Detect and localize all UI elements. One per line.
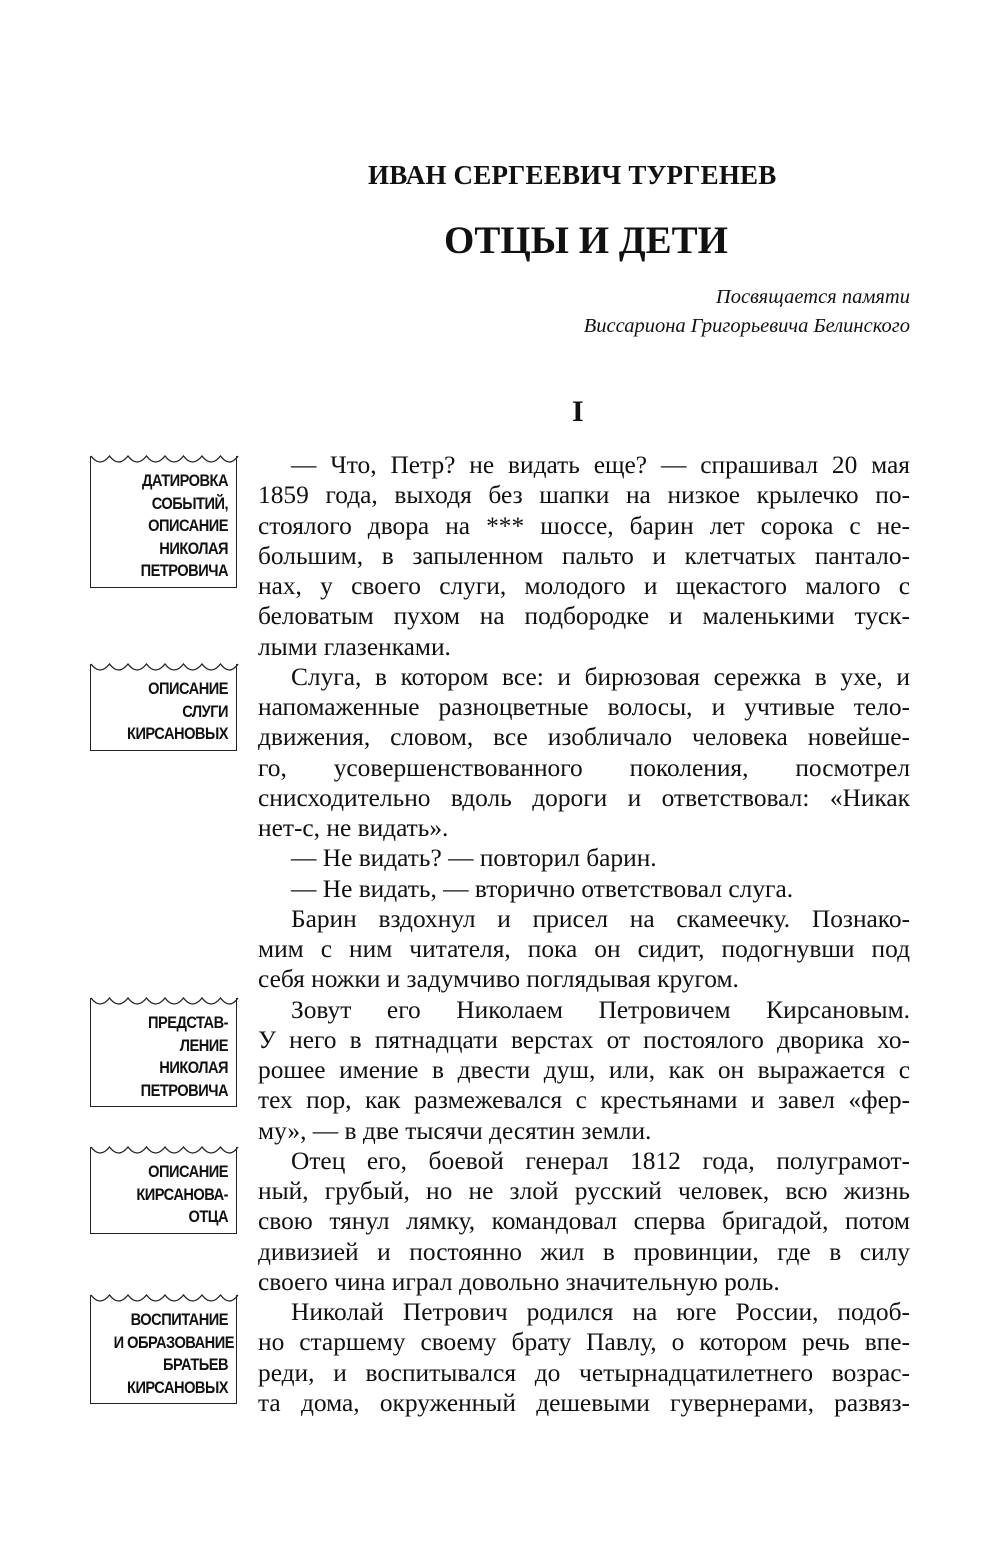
book-title: ОТЦЫ И ДЕТИ bbox=[444, 219, 729, 262]
chapter-text bbox=[258, 450, 910, 1418]
text-line: дивизией и постоянно жил в провинции, где в силу bbox=[258, 1237, 910, 1266]
text-line: движения, словом, все изобличало человека новейше- bbox=[258, 723, 910, 752]
scalloped-edge-icon bbox=[90, 1293, 239, 1307]
text-line: — Что, Петр? не видать еще? — спрашивал 20 мая bbox=[291, 451, 910, 479]
paragraph bbox=[258, 874, 910, 904]
text-line: мим с ним читателя, пока он сидит, подогнувши под bbox=[258, 935, 910, 963]
note-line: БРАТЬЕВ bbox=[163, 1355, 228, 1374]
paragraph bbox=[258, 1297, 910, 1418]
text-line: большим, в запыленном пальто и клетчатых панталo- bbox=[258, 541, 910, 570]
note-line: СЛУГИ bbox=[182, 701, 228, 721]
text-line: рошее имение в двести душ, или, как он выражается с bbox=[258, 1056, 910, 1084]
text-line: Барин вздохнул и присел на скамеечку. Познако- bbox=[291, 904, 910, 933]
text-line: себя ножки и задумчиво поглядывая кругом. bbox=[258, 965, 739, 994]
text-line: та дома, окруженный дешевыми гувернерами, развяз- bbox=[258, 1388, 910, 1417]
text-line: тех пор, как размежевался с крестьянами и завел «фер- bbox=[258, 1086, 910, 1115]
text-line: реди, и воспитывался до четырнадцатилетнего возрас- bbox=[258, 1358, 910, 1387]
text-line: Слуга, в котором все: и бирюзовая сережка в ухе, и bbox=[291, 662, 910, 691]
chapter-number: I bbox=[572, 395, 584, 428]
dedication-line: Виссариона Григорьевича Белинского bbox=[583, 315, 910, 337]
note-line: ЛЕНИЕ bbox=[179, 1035, 228, 1055]
text-line: напомаженные разноцветные волосы, и учтивые тело- bbox=[258, 693, 910, 721]
note-line: ОПИСАНИЕ bbox=[148, 516, 228, 535]
paragraph bbox=[258, 1146, 910, 1297]
note-line: ВОСПИТАНИЕ bbox=[130, 1310, 228, 1329]
margin-note-servant bbox=[90, 664, 237, 751]
text-line: стоялого двора на *** шоссе, барин лет сорока с не- bbox=[258, 511, 910, 540]
note-line: СОБЫТИЙ, bbox=[151, 493, 228, 513]
scalloped-edge-icon bbox=[90, 1145, 239, 1159]
note-line: ПЕТРОВИЧА bbox=[140, 561, 228, 580]
text-line: У него в пятнадцати верстах от постоялого дворика хо- bbox=[258, 1025, 910, 1054]
note-line: ДАТИРОВКА bbox=[141, 471, 228, 490]
margin-note-education bbox=[90, 1295, 237, 1404]
text-line: снисходительно вдоль дороги и ответствовал: «Никак bbox=[258, 783, 910, 812]
dedication bbox=[584, 283, 910, 341]
note-line: КИРСАНОВА- bbox=[136, 1184, 228, 1204]
note-line: ПЕТРОВИЧА bbox=[140, 1080, 228, 1100]
text-line: 1859 года, выходя без шапки на низкое крылечко по- bbox=[258, 481, 910, 510]
note-line: ОПИСАНИЕ bbox=[148, 1162, 228, 1181]
paragraph bbox=[258, 904, 910, 995]
text-line: ный, грубый, но не злой русский человек, всю жизнь bbox=[258, 1177, 910, 1205]
text-line: лыми глазенками. bbox=[258, 632, 451, 661]
margin-note-father bbox=[90, 1147, 237, 1234]
text-line: беловатым пухом на подбородке и маленькими туск- bbox=[258, 602, 910, 631]
note-line: КИРСАНОВЫХ bbox=[127, 724, 228, 743]
text-line: своего чина играл довольно значительную роль. bbox=[258, 1267, 780, 1296]
note-line: КИРСАНОВЫХ bbox=[127, 1377, 228, 1397]
author-name: ИВАН СЕРГЕЕВИЧ ТУРГЕНЕВ bbox=[368, 160, 777, 190]
scalloped-edge-icon bbox=[90, 454, 239, 468]
text-line: — Не видать? — повторил барин. bbox=[291, 844, 657, 873]
text-line: нет-с, не видать». bbox=[258, 814, 449, 842]
note-line: ОТЦА bbox=[188, 1207, 228, 1226]
text-line: Зовут его Николаем Петровичем Кирсановым. bbox=[291, 995, 910, 1024]
note-line: НИКОЛАЯ bbox=[159, 1058, 228, 1077]
text-line: го, усовершенствованного поколения, посмотрел bbox=[258, 753, 910, 782]
margin-note-introduction bbox=[90, 998, 237, 1107]
note-line: ОПИСАНИЕ bbox=[148, 679, 228, 698]
text-line: нах, у своего слуги, молодого и щекастого малого с bbox=[258, 572, 910, 600]
text-line: — Не видать, — вторично ответствовал слуга. bbox=[291, 874, 794, 903]
scalloped-edge-icon bbox=[90, 996, 239, 1010]
text-line: Николай Петрович родился на юге России, подоб- bbox=[291, 1298, 910, 1326]
note-line: И ОБРАЗОВАНИЕ bbox=[113, 1332, 234, 1352]
paragraph bbox=[258, 662, 910, 844]
dedication-line: Посвящается памяти bbox=[715, 286, 910, 308]
scalloped-edge-icon bbox=[90, 662, 239, 676]
text-line: му», — в две тысячи десятин земли. bbox=[258, 1116, 652, 1145]
text-line: Отец его, боевой генерал 1812 года, полуграмот- bbox=[291, 1146, 910, 1175]
margin-note-dating bbox=[90, 456, 237, 588]
text-line: свою тянул лямку, командовал сперва бригадой, потом bbox=[258, 1207, 910, 1236]
text-line: но старшему своему брату Павлу, о котором речь впе- bbox=[258, 1328, 910, 1357]
note-line: ПРЕДСТАВ- bbox=[148, 1013, 228, 1032]
paragraph bbox=[258, 450, 910, 662]
note-line: НИКОЛАЯ bbox=[159, 538, 228, 558]
paragraph bbox=[258, 843, 910, 873]
paragraph bbox=[258, 995, 910, 1146]
